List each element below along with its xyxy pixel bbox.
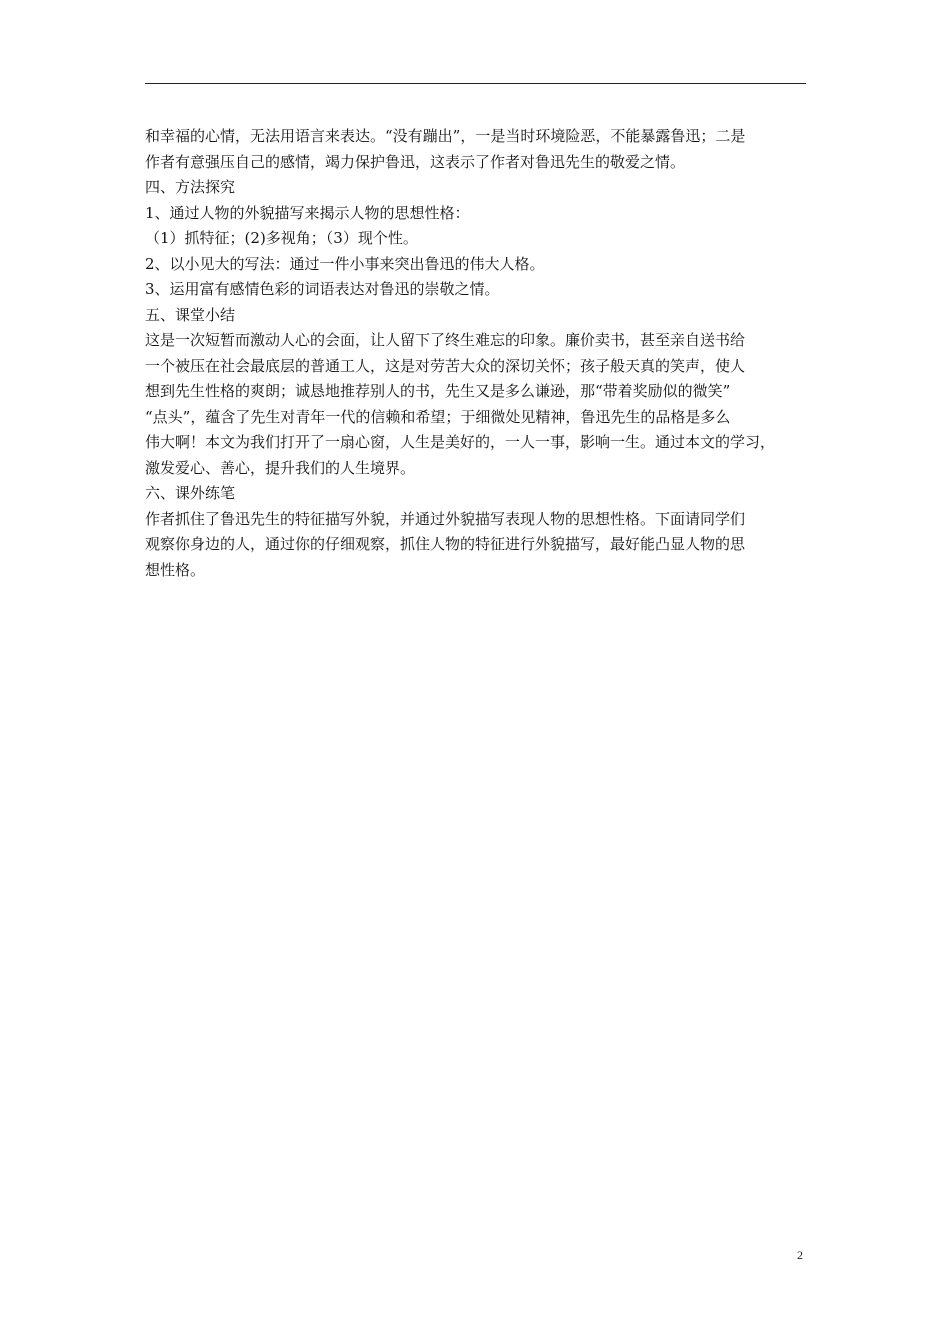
text-line: 观察你身边的人，通过你的仔细观察，抓住人物的特征进行外貌描写，最好能凸显人物的思 <box>145 535 746 553</box>
text-line: 想到先生性格的爽朗；诚恳地推荐别人的书，先生又是多么谦逊，那“带着奖励似的微笑” <box>145 382 731 400</box>
text-line: 这是一次短暂而激动人心的会面，让人留下了终生难忘的印象。廉价卖书，甚至亲自送书给 <box>145 331 746 349</box>
section-heading: 四、方法探究 <box>145 178 236 196</box>
text-line: 激发爱心、善心，提升我们的人生境界。 <box>145 458 416 477</box>
section-heading: 六、课外练笔 <box>145 484 236 502</box>
text-line: 2、以小见大的写法：通过一件小事来突出鲁迅的伟大人格。 <box>145 254 545 273</box>
text-line: 伟大啊！本文为我们打开了一扇心窗，人生是美好的，一人一事，影响一生。通过本文的学习， <box>145 433 776 451</box>
text-line: 作者有意强压自己的感情，竭力保护鲁迅，这表示了作者对鲁迅先生的敬爱之情。 <box>145 152 686 171</box>
text-line: 想性格。 <box>145 560 206 579</box>
text-line: 1、通过人物的外貌描写来揭示人物的思想性格： <box>145 203 470 222</box>
header-rule <box>145 83 806 84</box>
document-body <box>145 124 815 583</box>
text-line: （1）抓特征；(2)多视角；（3）现个性。 <box>145 229 418 247</box>
text-line: 和幸福的心情，无法用语言来表达。“没有蹦出”，一是当时环境险恶，不能暴露鲁迅；二是 <box>145 127 746 145</box>
page-number: 2 <box>797 1248 803 1262</box>
text-line: 3、运用富有感情色彩的词语表达对鲁迅的崇敬之情。 <box>145 280 500 298</box>
text-line: 作者抓住了鲁迅先生的特征描写外貌，并通过外貌描写表现人物的思想性格。下面请同学们 <box>145 509 746 528</box>
section-heading: 五、课堂小结 <box>145 305 236 324</box>
text-line: “点头”，蕴含了先生对青年一代的信赖和希望；于细微处见精神，鲁迅先生的品格是多么 <box>145 407 731 426</box>
text-line: 一个被压在社会最底层的普通工人，这是对劳苦大众的深切关怀；孩子般天真的笑声，使人 <box>145 356 746 375</box>
